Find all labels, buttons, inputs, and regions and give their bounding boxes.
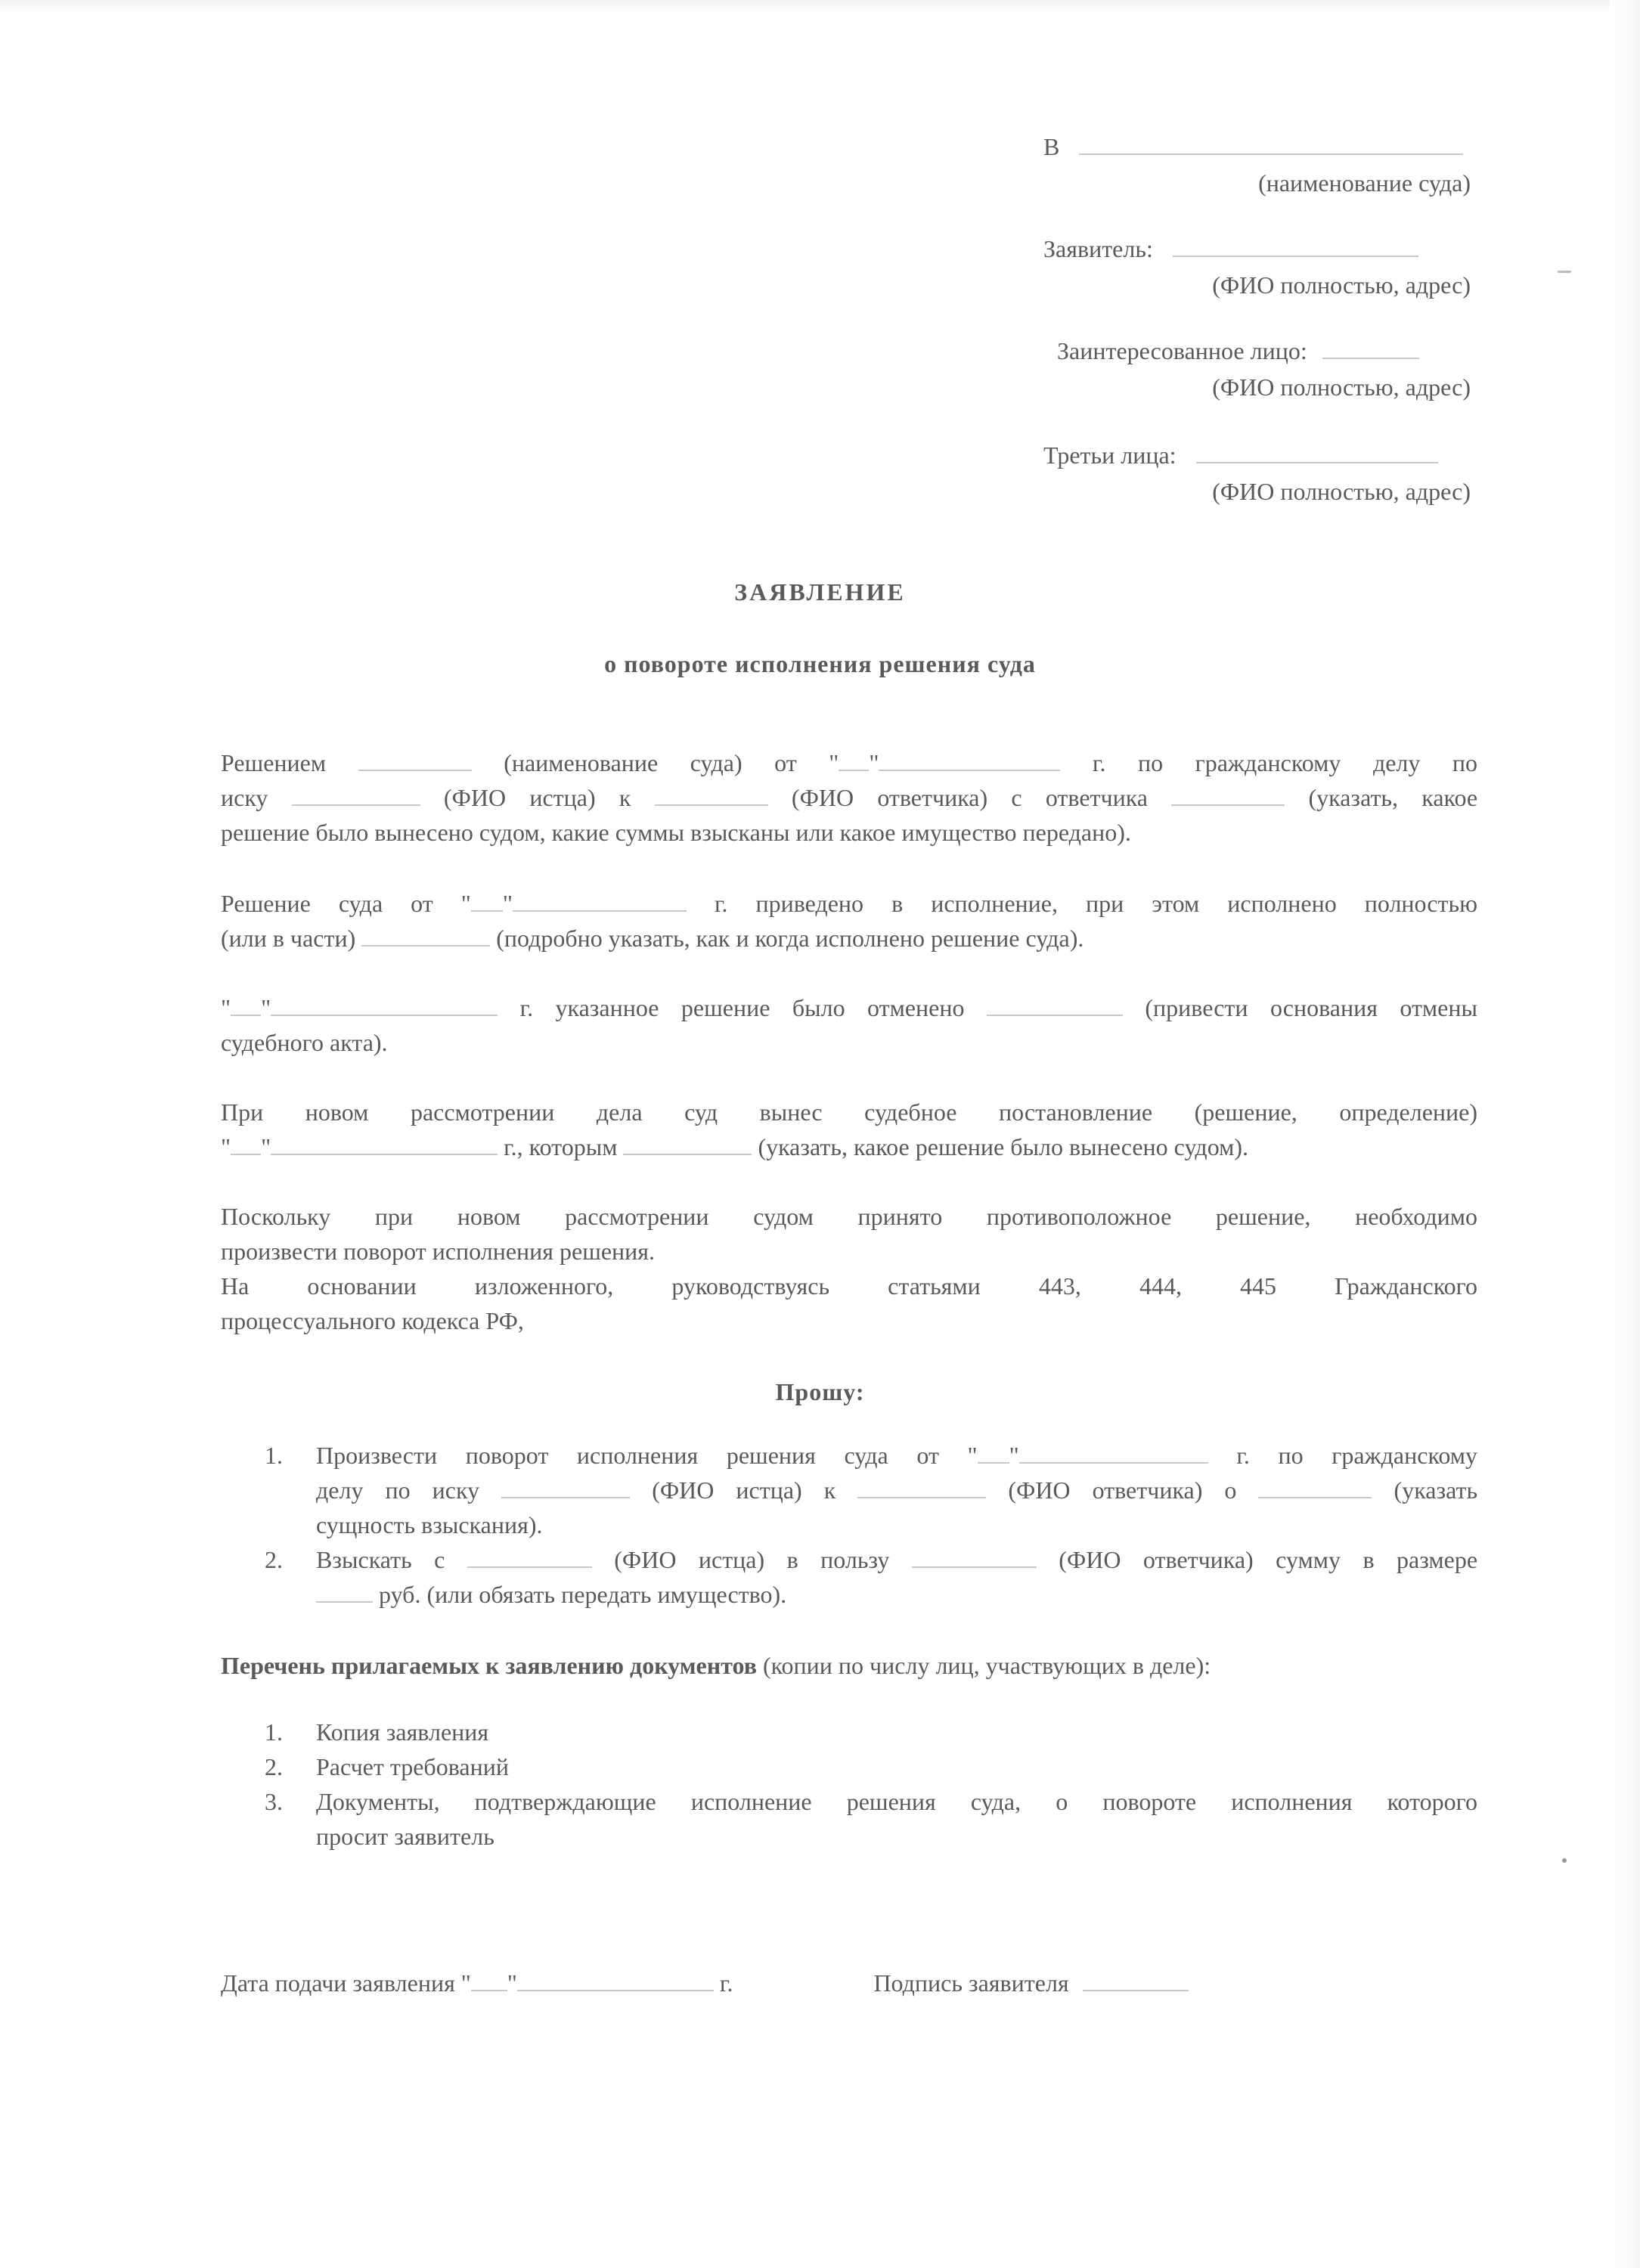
list-item: 1. Копия заявления xyxy=(265,1718,489,1746)
month-year-blank-5[interactable] xyxy=(1019,1439,1208,1464)
interested-label: Заинтересованное лицо: xyxy=(1057,337,1307,364)
applicant-hint: (ФИО полностью, адрес) xyxy=(1212,271,1471,299)
applicant-label: Заявитель: xyxy=(1043,235,1153,262)
day-blank-4[interactable] xyxy=(231,1131,261,1155)
submission-date-label: Дата подачи заявления " xyxy=(221,1969,471,1997)
document-title: ЗАЯВЛЕНИЕ xyxy=(734,578,906,606)
attachments-heading xyxy=(221,1648,1477,1683)
scan-speck xyxy=(1562,1858,1567,1863)
month-year-blank-4[interactable] xyxy=(271,1131,498,1155)
interested-blank[interactable] xyxy=(1322,335,1419,359)
third-parties-label: Третьи лица: xyxy=(1043,442,1177,469)
plaintiff-blank-2[interactable] xyxy=(501,1474,630,1498)
day-blank-3[interactable] xyxy=(231,992,261,1016)
defendant-blank[interactable] xyxy=(655,782,768,806)
scan-right-edge xyxy=(1610,0,1640,2268)
defendant-blank-3[interactable] xyxy=(857,1474,986,1498)
day-blank-2[interactable] xyxy=(471,888,503,912)
plaintiff-blank-3[interactable] xyxy=(467,1544,592,1568)
attachments-heading-rest: (копии по числу лиц, участвующих в деле): xyxy=(762,1652,1211,1679)
signature-blank[interactable] xyxy=(1083,1967,1189,1991)
third-parties-hint: (ФИО полностью, адрес) xyxy=(1212,478,1471,505)
attachments-heading-bold: Перечень прилагаемых к заявлению документов xyxy=(221,1652,757,1679)
day-blank[interactable] xyxy=(839,747,869,771)
court-hint: (наименование суда) xyxy=(1258,169,1471,197)
list-item: 3. Документы, подтверждающие исполнение решения суда, о повороте исполнения которого просит заявитель xyxy=(265,1788,1477,1850)
claim-essence-blank[interactable] xyxy=(1258,1474,1372,1498)
execution-part-blank[interactable] xyxy=(361,922,490,947)
month-year-blank-3[interactable] xyxy=(271,992,498,1016)
request-heading: Прошу: xyxy=(775,1378,865,1405)
signature-label: Подпись заявителя xyxy=(873,1969,1069,1997)
document-subtitle: о повороте исполнения решения суда xyxy=(604,650,1036,677)
third-parties-blank[interactable] xyxy=(1196,439,1438,463)
new-decision-blank[interactable] xyxy=(623,1131,752,1155)
day-blank-5[interactable] xyxy=(978,1439,1009,1464)
defendant-blank-4[interactable] xyxy=(912,1544,1037,1568)
court-prefix: В xyxy=(1043,133,1060,160)
amount-blank[interactable] xyxy=(316,1579,373,1603)
annulment-blank[interactable] xyxy=(987,992,1123,1016)
scan-top-edge xyxy=(0,0,1640,14)
third-parties-block xyxy=(1043,437,1474,510)
request-list xyxy=(250,1438,1477,1612)
paragraph-decision: Решением (наименование суда) от " " г. по гражданскому делу по иску (ФИО истца) к (ФИО ответчика) с ответчика (указать, какое решение было вынесено судом, какие суммы взысканы или какое имущество передано). xyxy=(221,745,1477,850)
list-item: 2. Расчет требований xyxy=(265,1753,509,1780)
list-item: 1. Произвести поворот исполнения решения суда от " " г. по гражданскому делу по иску (ФИО истца) к (ФИО ответчика) о (указать сущность взыскания). xyxy=(250,1438,1477,1542)
interested-hint: (ФИО полностью, адрес) xyxy=(1212,373,1471,401)
defendant-blank-2[interactable] xyxy=(1171,782,1285,806)
paragraph-grounds: Поскольку при новом рассмотрении судом принято противоположное решение, необходимо произвести поворот исполнения решения. На основании изложенного, руководствуясь статьями 443, 444, 445 Гражданского процессуального кодекса РФ, xyxy=(221,1203,1477,1334)
scan-mark xyxy=(1558,271,1571,273)
submission-year-suffix: г. xyxy=(719,1969,733,1997)
list-item: 2. Взыскать с (ФИО истца) в пользу (ФИО ответчика) сумму в размере руб. (или обязать передать имущество). xyxy=(250,1542,1477,1612)
paragraph-execution: Решение суда от " " г. приведено в исполнение, при этом исполнено полностью (или в части) (подробно указать, как и когда исполнено решение суда). xyxy=(221,886,1477,956)
paragraph-new-hearing: При новом рассмотрении дела суд вынес судебное постановление (решение, определение) " " г., которым (указать, какое решение было вынесено судом). xyxy=(221,1098,1477,1160)
month-year-blank-2[interactable] xyxy=(513,888,687,912)
court-name-blank[interactable] xyxy=(1079,131,1463,155)
footer-row: Дата подачи заявления " " г. Подпись заявителя xyxy=(221,1966,1477,2000)
submission-day-blank[interactable] xyxy=(471,1967,507,1991)
interested-block xyxy=(1057,333,1474,405)
applicant-block xyxy=(1043,231,1474,303)
court-block xyxy=(1043,129,1474,201)
attachments-list xyxy=(250,1715,1477,1854)
submission-month-blank[interactable] xyxy=(517,1967,714,1991)
month-year-blank[interactable] xyxy=(879,747,1060,771)
court-name-blank-2[interactable] xyxy=(358,747,472,771)
applicant-blank[interactable] xyxy=(1173,233,1418,257)
paragraph-annulled: " " г. указанное решение было отменено (привести основания отмены судебного акта). xyxy=(221,990,1477,1060)
plaintiff-blank[interactable] xyxy=(292,782,420,806)
